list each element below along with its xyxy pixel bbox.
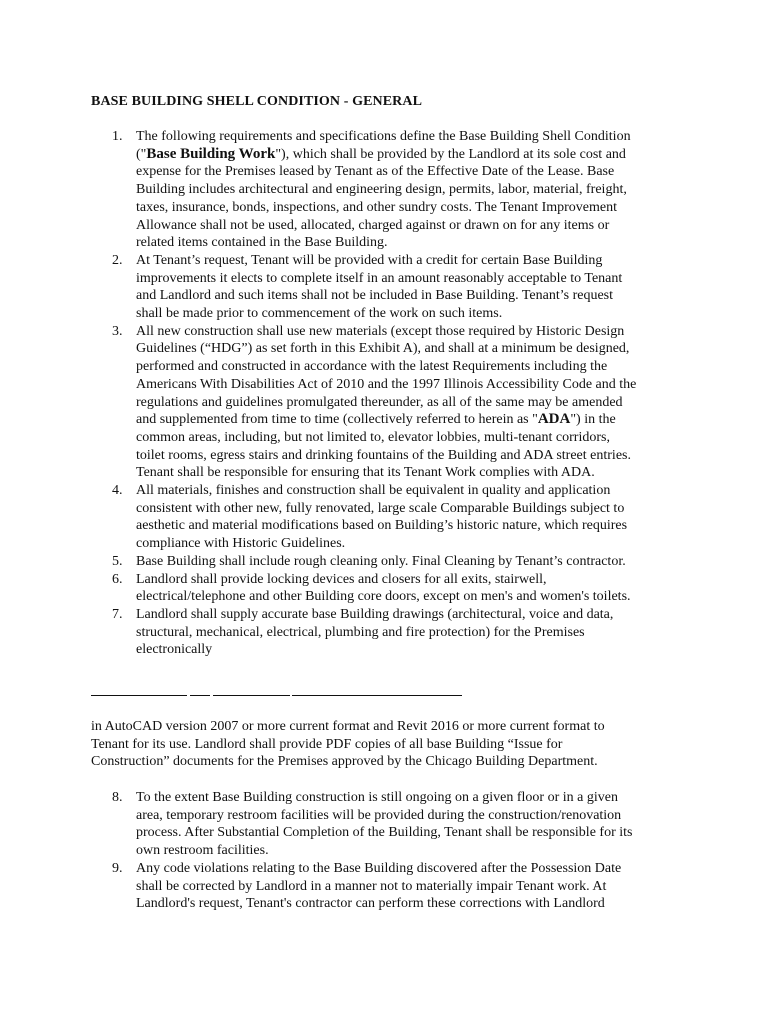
item-line: consistent with other new, fully renovated, large scale Comparable Buildings subject to bbox=[136, 500, 625, 516]
item-line: performed and constructed in accordance with the latest Requirements including the bbox=[136, 359, 608, 375]
item-number: 6. bbox=[112, 571, 123, 587]
item-number: 5. bbox=[112, 553, 123, 569]
defined-term-ada: ADA bbox=[537, 411, 571, 428]
item-line: Landlord shall supply accurate base Building drawings (architectural, voice and data, bbox=[136, 606, 614, 622]
item-line: Allowance shall not be used, allocated, charged against or drawn on for any items or bbox=[136, 217, 610, 233]
item-line: shall be made prior to commencement of the work on such items. bbox=[136, 306, 503, 322]
text-run: (" bbox=[136, 146, 147, 162]
text-run: ") in the bbox=[570, 412, 616, 428]
item-line: related items contained in the Base Building. bbox=[136, 235, 388, 251]
item-line: taxes, insurance, bonds, inspections, and other sundry costs. The Tenant Improvement bbox=[136, 199, 618, 215]
list-item bbox=[0, 323, 700, 482]
item-line: electronically bbox=[136, 642, 213, 658]
underline-rule bbox=[292, 695, 462, 696]
list-item bbox=[0, 789, 700, 860]
item-line bbox=[136, 146, 700, 164]
item-line: regulations and guidelines promulgated thereunder, as all of the same may be amended bbox=[136, 394, 623, 410]
requirements-list-continued bbox=[0, 789, 700, 913]
list-item bbox=[0, 860, 700, 913]
item-line: structural, mechanical, electrical, plumbing and fire protection) for the Premises bbox=[136, 624, 585, 640]
item-number: 7. bbox=[112, 606, 123, 622]
text-run: and supplemented from time to time (collectively referred to herein as " bbox=[136, 412, 538, 428]
item-line: Landlord's request, Tenant's contractor can perform these corrections with Landlord bbox=[136, 896, 605, 912]
item-line: electrical/telephone and other Building core doors, except on men's and women's toilets. bbox=[136, 589, 631, 605]
item-line: improvements it elects to complete itself in an amount reasonably acceptable to Tenant bbox=[136, 270, 623, 286]
continuation-paragraph bbox=[91, 718, 605, 771]
list-item bbox=[0, 482, 700, 553]
list-item bbox=[0, 571, 700, 606]
item-line bbox=[136, 411, 700, 429]
underline-rule bbox=[190, 695, 210, 696]
page-title: BASE BUILDING SHELL CONDITION - GENERAL bbox=[91, 94, 423, 109]
item-number: 3. bbox=[112, 323, 123, 339]
paragraph-line: Tenant for its use. Landlord shall provide PDF copies of all base Building “Issue for bbox=[91, 736, 563, 752]
underline-rule bbox=[91, 695, 187, 696]
item-line: own restroom facilities. bbox=[136, 843, 269, 859]
item-line: and Landlord and such items shall not be included in Base Building. Tenant’s request bbox=[136, 288, 614, 304]
paragraph-line: in AutoCAD version 2007 or more current format and Revit 2016 or more current format to bbox=[91, 719, 605, 734]
item-line: toilet rooms, egress stairs and drinking fountains of the Building and ADA street entries. bbox=[136, 447, 631, 463]
item-line: shall be corrected by Landlord in a manner not to materially impair Tenant work. At bbox=[136, 878, 607, 894]
underline-rule bbox=[213, 695, 290, 696]
item-line: Guidelines (“HDG”) as set forth in this Exhibit A), and shall at a minimum be designed, bbox=[136, 341, 630, 357]
item-line: Americans With Disabilities Act of 2010 and the 1997 Illinois Accessibility Code and the bbox=[136, 376, 637, 392]
item-number: 4. bbox=[112, 483, 123, 499]
item-number: 8. bbox=[112, 790, 123, 805]
item-line: Tenant shall be responsible for ensuring that its Tenant Work complies with ADA. bbox=[136, 465, 595, 481]
item-line: Any code violations relating to the Base Building discovered after the Possession Date bbox=[136, 860, 622, 876]
defined-term-base-building-work: Base Building Work bbox=[146, 145, 276, 162]
item-line: compliance with Historic Guidelines. bbox=[136, 536, 346, 552]
paragraph-line: Construction” documents for the Premises approved by the Chicago Building Department. bbox=[91, 754, 598, 770]
requirements-list bbox=[0, 128, 700, 659]
item-line: At Tenant’s request, Tenant will be provided with a credit for certain Base Building bbox=[136, 252, 603, 268]
text-run: "), which shall be provided by the Landlord at its sole cost and bbox=[275, 146, 626, 162]
item-number: 1. bbox=[112, 129, 123, 144]
item-number: 9. bbox=[112, 860, 123, 876]
item-line: Landlord shall provide locking devices and closers for all exits, stairwell, bbox=[136, 571, 547, 587]
item-line: process. After Substantial Completion of the Building, Tenant shall be responsible for its bbox=[136, 825, 633, 841]
item-line: Base Building shall include rough cleaning only. Final Cleaning by Tenant’s contractor. bbox=[136, 553, 626, 569]
item-line: All materials, finishes and construction shall be equivalent in quality and application bbox=[136, 483, 611, 499]
item-line: aesthetic and material modifications based on Building’s historic nature, which requires bbox=[136, 518, 628, 534]
list-item bbox=[0, 606, 700, 659]
item-line: The following requirements and specifications define the Base Building Shell Condition bbox=[136, 129, 631, 144]
item-number: 2. bbox=[112, 252, 123, 268]
item-line: area, temporary restroom facilities will be provided during the construction/renovation bbox=[136, 807, 622, 823]
list-item bbox=[0, 128, 700, 252]
item-line: Building includes architectural and engineering design, permits, labor, material, freight, bbox=[136, 182, 627, 198]
list-item bbox=[0, 553, 700, 571]
list-item bbox=[0, 252, 700, 323]
item-line: common areas, including, but not limited to, elevator lobbies, multi-tenant corridors, bbox=[136, 429, 610, 445]
item-line: All new construction shall use new materials (except those required by Historic Design bbox=[136, 323, 625, 339]
item-line: expense for the Premises leased by Tenant as of the Effective Date of the Lease. Base bbox=[136, 164, 615, 180]
item-line: To the extent Base Building construction is still ongoing on a given floor or in a given bbox=[136, 790, 618, 805]
